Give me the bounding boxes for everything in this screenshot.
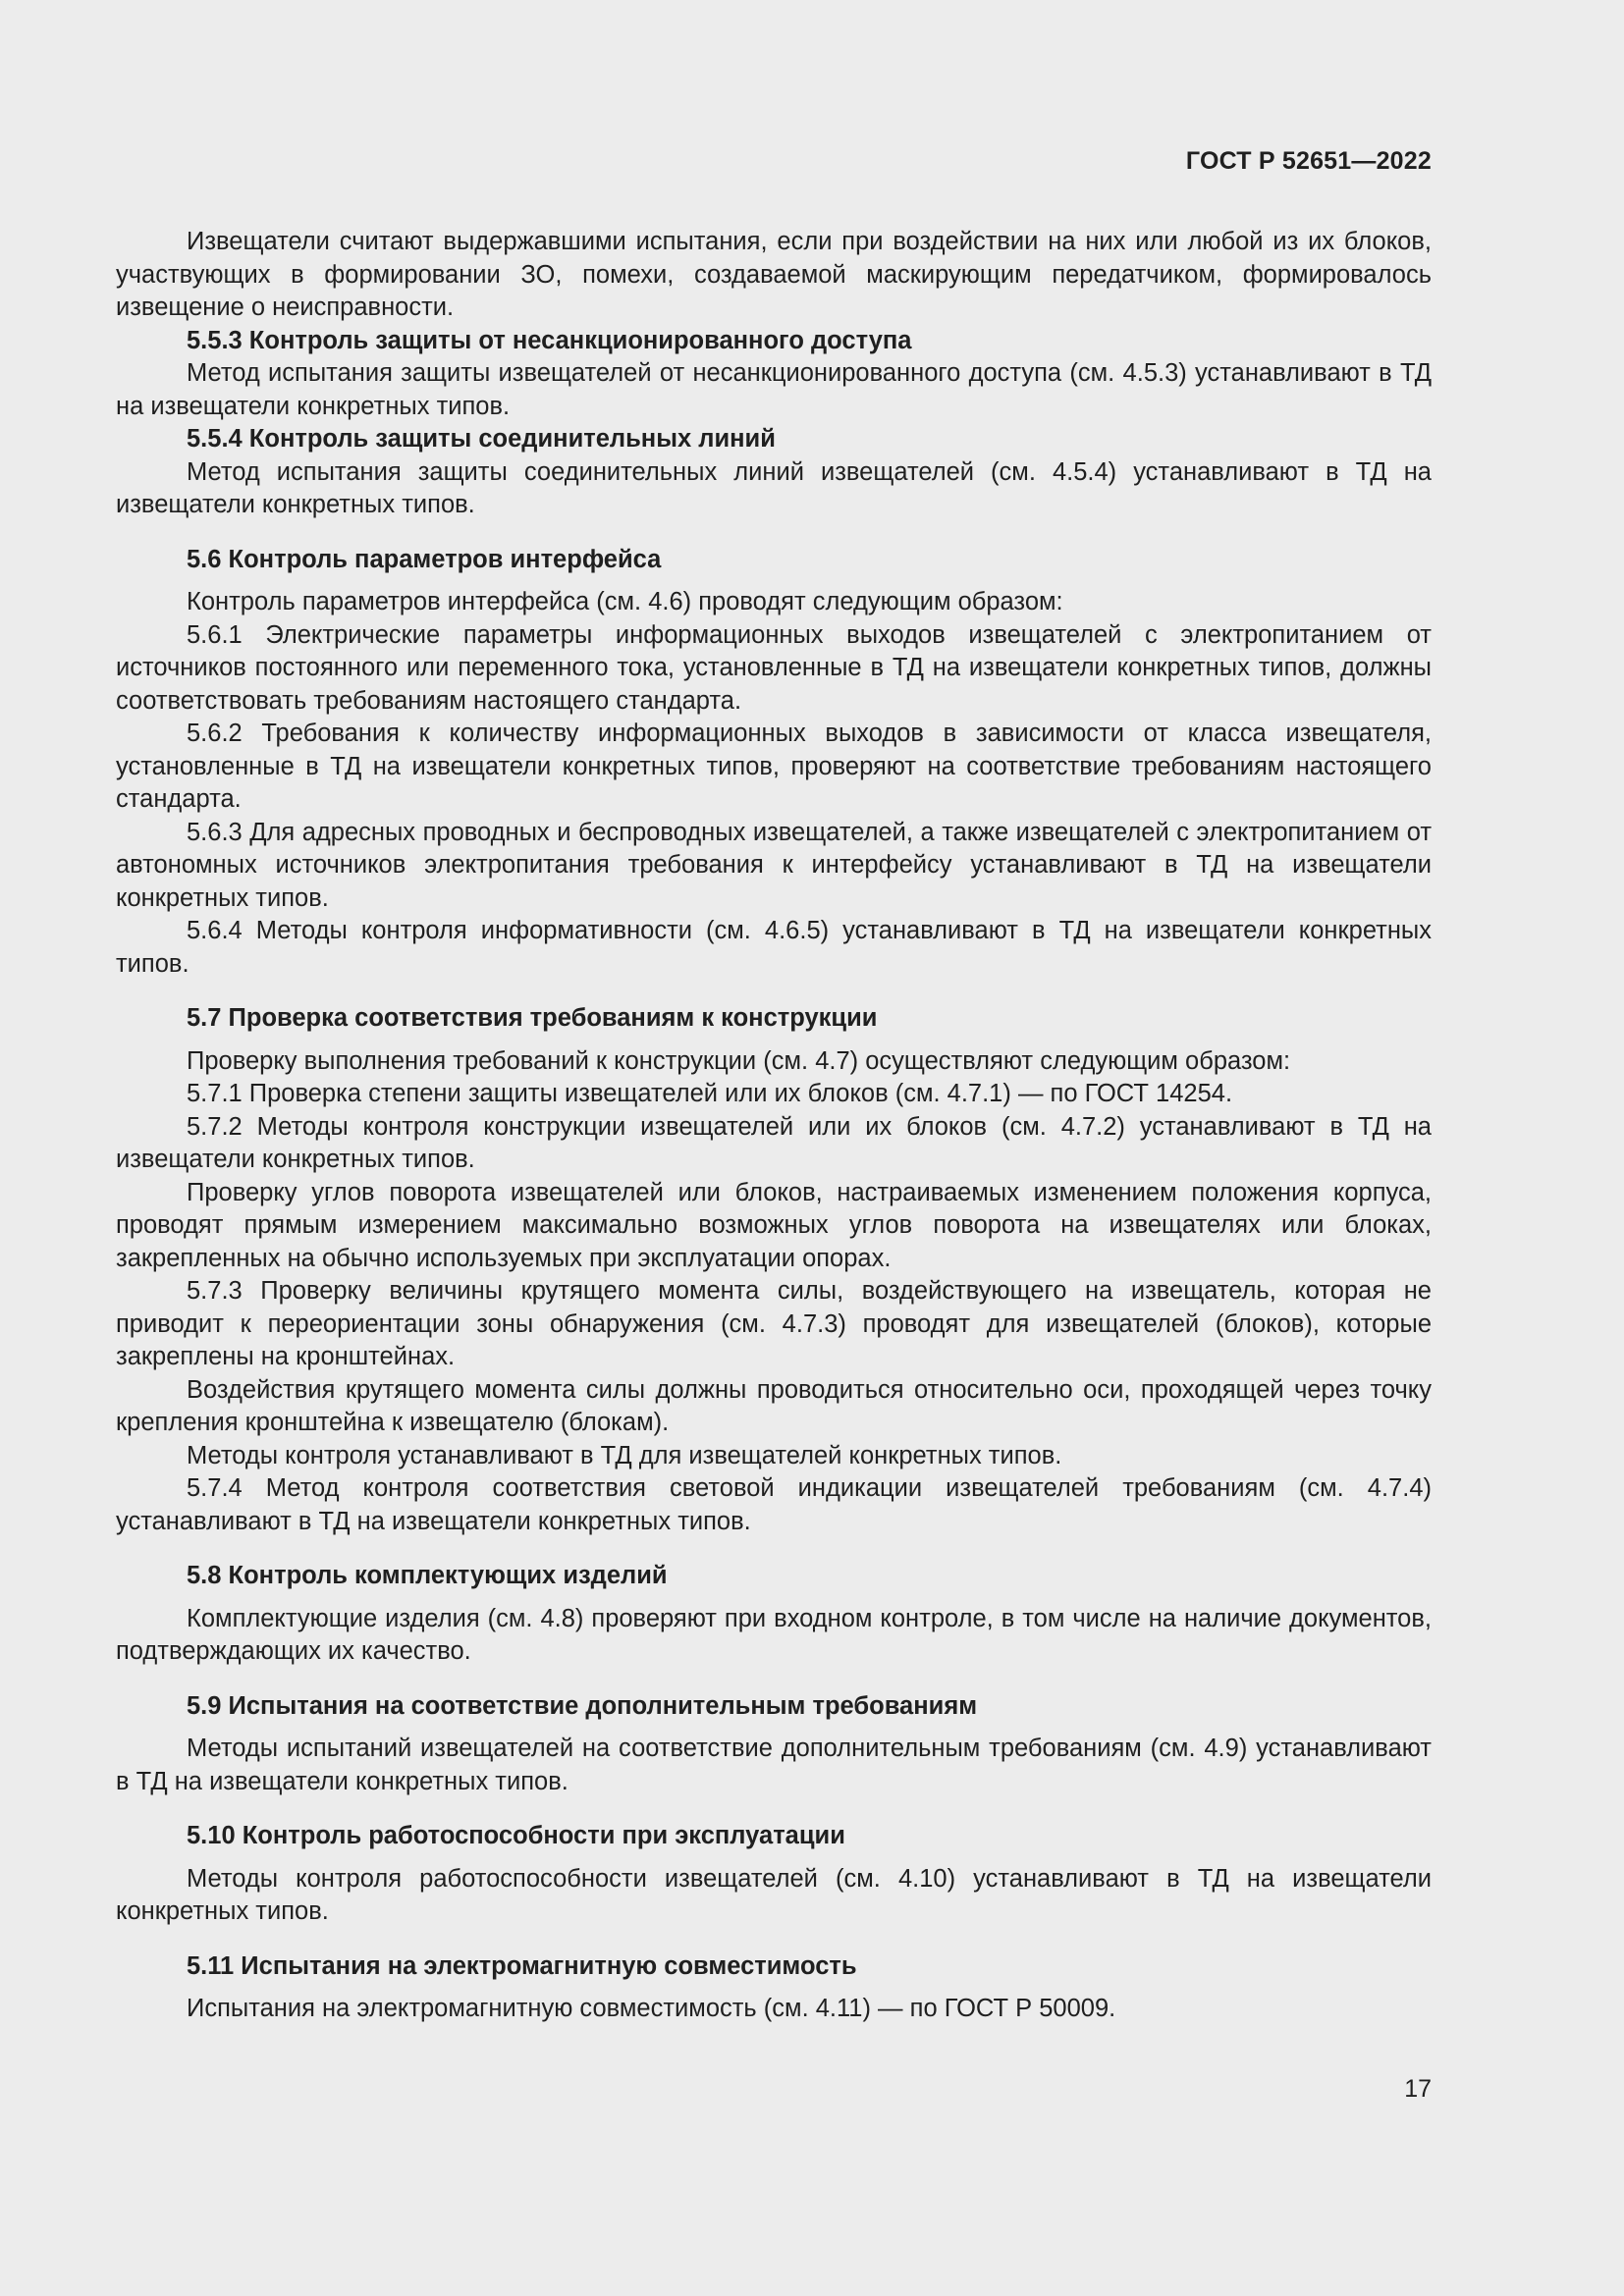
paragraph-5-7-2-rotation: Проверку углов поворота извещателей или блоков, настраиваемых изменением положения корпуса, проводят прямым измерением максимально возможных углов поворота на извещателях или блоках, закрепленных на обычно используемых при эксплуатации опорах.	[116, 1178, 1432, 1272]
heading-5-8: 5.8 Контроль комплектующих изделий	[187, 1562, 668, 1589]
paragraph-5-5-4: Метод испытания защиты соединительных линий извещателей (см. 4.5.4) устанавливают в ТД на извещатели конкретных типов.	[116, 457, 1432, 518]
document-page	[116, 0, 1432, 2296]
paragraph-5-7-3-torque: Воздействия крутящего момента силы должны проводиться относительно оси, проходящей через точку крепления кронштейна к извещателю (блокам).	[116, 1375, 1432, 1436]
paragraph-5-6-4: 5.6.4 Методы контроля информативности (см. 4.6.5) устанавливают в ТД на извещатели конкретных типов.	[116, 917, 1432, 978]
heading-5-11: 5.11 Испытания на электромагнитную совместимость	[187, 1951, 857, 1980]
paragraph-5-7-2: 5.7.2 Методы контроля конструкции извещателей или их блоков (см. 4.7.2) устанавливают в ТД на извещатели конкретных типов.	[116, 1112, 1432, 1173]
paragraph-5-6-3: 5.6.3 Для адресных проводных и беспроводных извещателей, а также извещателей с электропитанием от автономных источников электропитания требования к интерфейсу устанавливают в ТД на извещатели конкретных типов.	[116, 818, 1432, 912]
paragraph-5-7-3: 5.7.3 Проверку величины крутящего момента силы, воздействующего на извещатель, которая не приводит к переориентации зоны обнаружения (см. 4.7.3) проводят для извещателей (блоков), которые закреплены на кронштейнах.	[116, 1277, 1432, 1370]
paragraph-5-9: Методы испытаний извещателей на соответствие дополнительным требованиям (см. 4.9) устанавливают в ТД на извещатели конкретных типов.	[116, 1735, 1432, 1795]
paragraph-5-7-4: 5.7.4 Метод контроля соответствия световой индикации извещателей требованиям (см. 4.7.4) устанавливают в ТД на извещатели конкретных типов.	[116, 1474, 1432, 1535]
document-body	[116, 226, 1432, 2026]
paragraph-5-7-1: 5.7.1 Проверка степени защиты извещателей или их блоков (см. 4.7.1) — по ГОСТ 14254.	[187, 1080, 1233, 1107]
paragraph-5-8: Комплектующие изделия (см. 4.8) проверяют при входном контроле, в том числе на наличие документов, подтверждающих их качество.	[116, 1604, 1432, 1665]
heading-5-10: 5.10 Контроль работоспособности при эксплуатации	[187, 1822, 845, 1849]
heading-5-5-4: 5.5.4 Контроль защиты соединительных линий	[187, 425, 776, 453]
heading-5-7: 5.7 Проверка соответствия требованиям к конструкции	[187, 1004, 878, 1032]
paragraph-5-10: Методы контроля работоспособности извещателей (см. 4.10) устанавливают в ТД на извещатели конкретных типов.	[116, 1864, 1432, 1925]
paragraph-5-6: Контроль параметров интерфейса (см. 4.6) проводят следующим образом:	[187, 588, 1063, 615]
paragraph-5-7: Проверку выполнения требований к конструкции (см. 4.7) осуществляют следующим образом:	[187, 1046, 1291, 1075]
heading-5-9: 5.9 Испытания на соответствие дополнительным требованиям	[187, 1691, 978, 1720]
paragraph-5-6-2: 5.6.2 Требования к количеству информационных выходов в зависимости от класса извещателя, установленные в ТД на извещатели конкретных типов, проверяют на соответствие требованиям настоящего стандарта.	[116, 720, 1432, 813]
paragraph-intro: Извещатели считают выдержавшими испытания, если при воздействии на них или любой из их блоков, участвующих в формировании ЗО, помехи, создаваемой маскирующим передатчиком, формировалось извещение о неисправности.	[116, 228, 1432, 321]
paragraph-5-5-3: Метод испытания защиты извещателей от несанкционированного доступа (см. 4.5.3) устанавливают в ТД на извещатели конкретных типов.	[116, 359, 1432, 420]
paragraph-5-6-1: 5.6.1 Электрические параметры информационных выходов извещателей с электропитанием от источников постоянного или переменного тока, установленные в ТД на извещатели конкретных типов, должны соответствовать требованиям настоящего стандарта.	[116, 620, 1432, 715]
heading-5-6: 5.6 Контроль параметров интерфейса	[187, 545, 662, 573]
heading-5-5-3: 5.5.3 Контроль защиты от несанкционированного доступа	[187, 326, 912, 354]
paragraph-5-11: Испытания на электромагнитную совместимость (см. 4.11) — по ГОСТ Р 50009.	[187, 1995, 1116, 2022]
paragraph-5-7-3-methods: Методы контроля устанавливают в ТД для извещателей конкретных типов.	[187, 1441, 1062, 1469]
document-id-header: ГОСТ Р 52651—2022	[1185, 147, 1432, 175]
page-number: 17	[1404, 2075, 1432, 2103]
